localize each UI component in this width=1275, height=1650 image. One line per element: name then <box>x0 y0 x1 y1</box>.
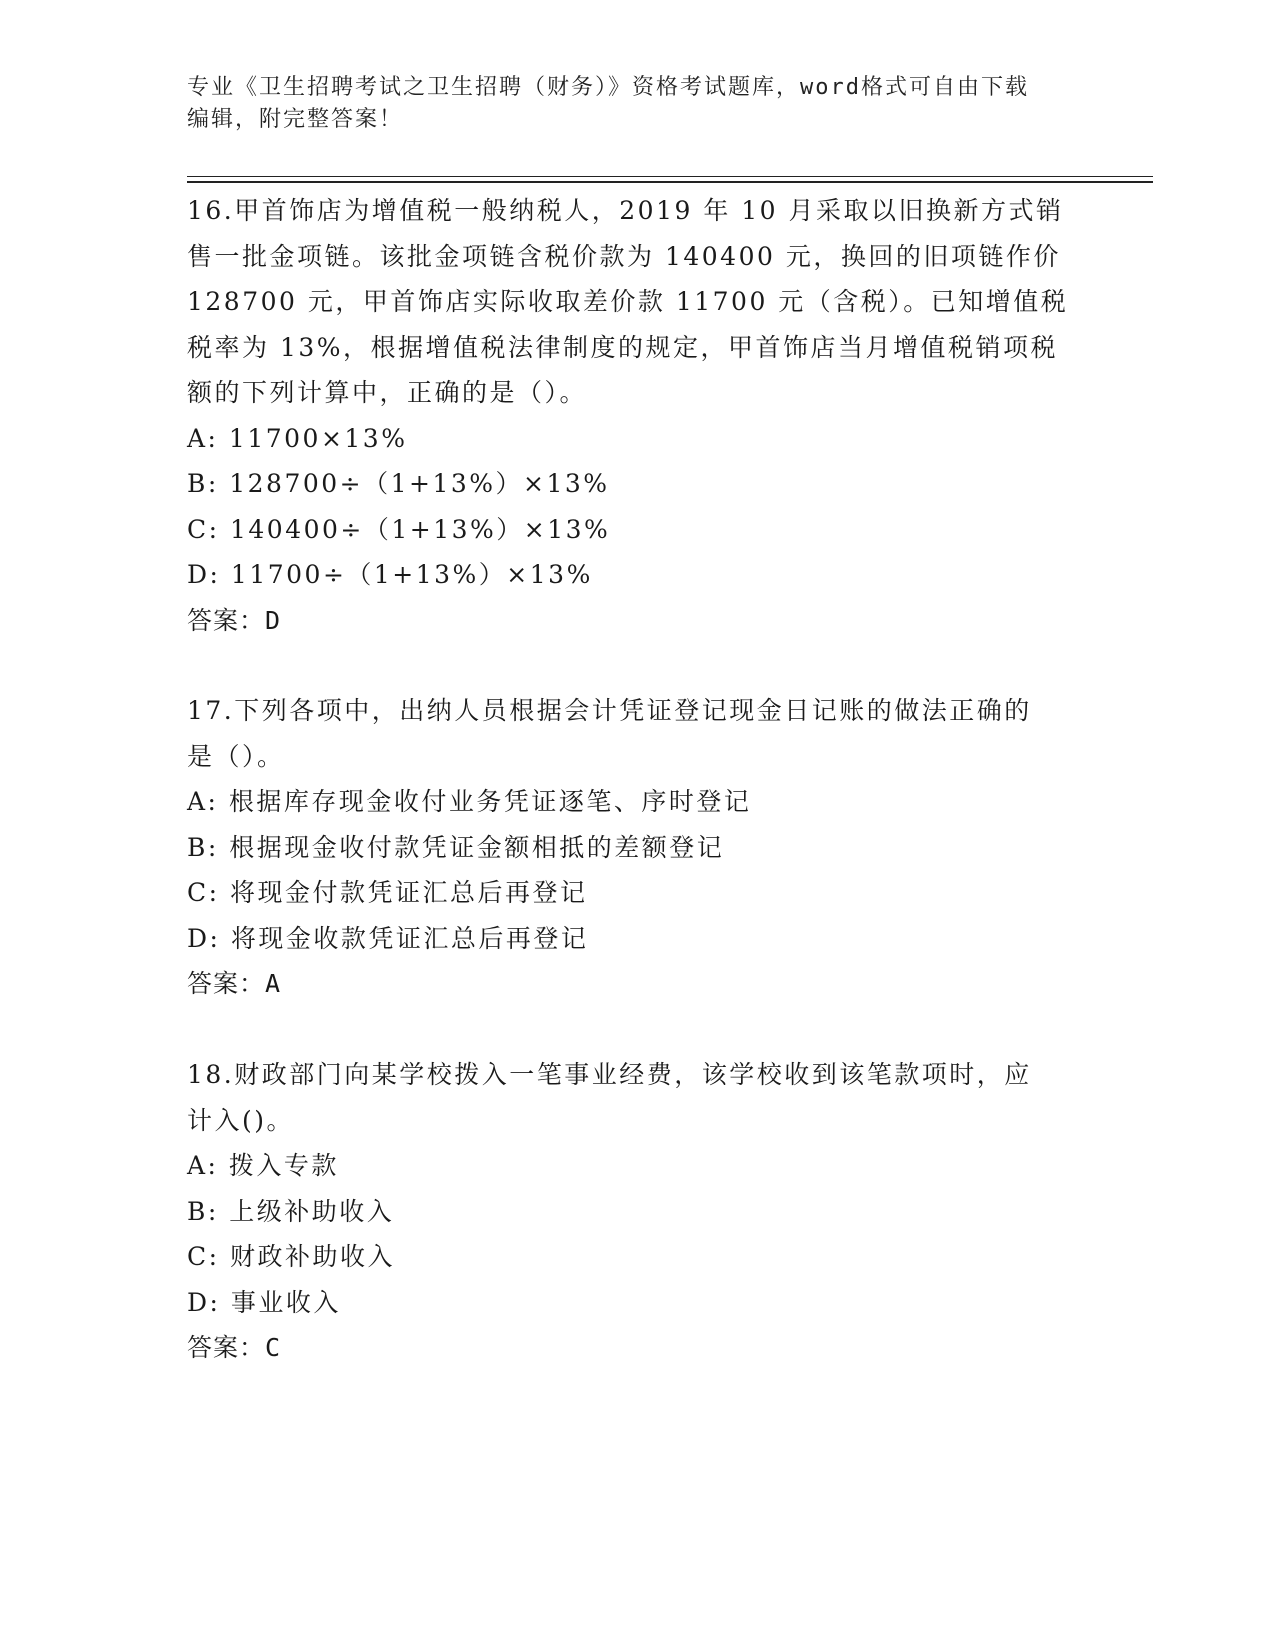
question-17-line-1: 17.下列各项中，出纳人员根据会计凭证登记现金日记账的做法正确的 <box>187 696 1032 725</box>
header-divider-thin <box>187 176 1153 177</box>
header-line-2: 编辑，附完整答案！ <box>187 107 404 132</box>
question-16-line-2: 售一批金项链。该批金项链含税价款为 140400 元，换回的旧项链作价 <box>187 241 1061 271</box>
question-16-line-3: 128700 元，甲首饰店实际收取差价款 11700 元（含税）。已知增值税 <box>187 287 1069 316</box>
question-18-option-c: C: 财政补助收入 <box>187 1242 395 1271</box>
question-17-option-c: C: 将现金付款凭证汇总后再登记 <box>187 878 588 907</box>
question-18-line-2: 计入()。 <box>187 1105 295 1135</box>
question-16-answer: 答案：D <box>187 605 282 635</box>
question-16-option-c: C: 140400÷（1+13%）×13% <box>187 514 611 544</box>
question-18-option-d: D: 事业收入 <box>187 1287 341 1317</box>
question-18-text <box>187 1052 1087 1143</box>
question-16-line-1: 16.甲首饰店为增值税一般纳税人，2019 年 10 月采取以旧换新方式销 <box>187 196 1064 225</box>
question-18 <box>187 1052 1087 1371</box>
question-18-answer: 答案：C <box>187 1333 282 1362</box>
question-18-line-1: 18.财政部门向某学校拨入一笔事业经费，该学校收到该笔款项时，应 <box>187 1060 1032 1089</box>
header-divider-thick <box>187 181 1153 183</box>
question-16-option-b: B: 128700÷（1+13%）×13% <box>187 469 610 498</box>
question-17-option-d: D: 将现金收款凭证汇总后再登记 <box>187 923 589 953</box>
question-17 <box>187 688 1087 1007</box>
question-17-answer: 答案：A <box>187 969 282 998</box>
question-17-line-2: 是（）。 <box>187 741 285 771</box>
question-17-option-a: A: 根据库存现金收付业务凭证逐笔、序时登记 <box>187 787 752 816</box>
question-16-option-d: D: 11700÷（1+13%）×13% <box>187 560 593 589</box>
question-18-option-b: B: 上级补助收入 <box>187 1196 395 1226</box>
question-17-option-b: B: 根据现金收付款凭证金额相抵的差额登记 <box>187 832 725 862</box>
question-16-text <box>187 188 1087 416</box>
header-line-1: 专业《卫生招聘考试之卫生招聘（财务）》资格考试题库，word格式可自由下载 <box>187 75 1029 100</box>
document-header <box>187 72 1087 136</box>
question-18-option-a: A: 拨入专款 <box>187 1151 339 1180</box>
question-16-option-a: A: 11700×13% <box>187 423 408 453</box>
question-16 <box>187 188 1087 643</box>
question-17-text <box>187 688 1087 779</box>
question-16-line-4: 税率为 13%，根据增值税法律制度的规定，甲首饰店当月增值税销项税 <box>187 332 1059 362</box>
question-16-line-5: 额的下列计算中，正确的是（）。 <box>187 378 588 407</box>
